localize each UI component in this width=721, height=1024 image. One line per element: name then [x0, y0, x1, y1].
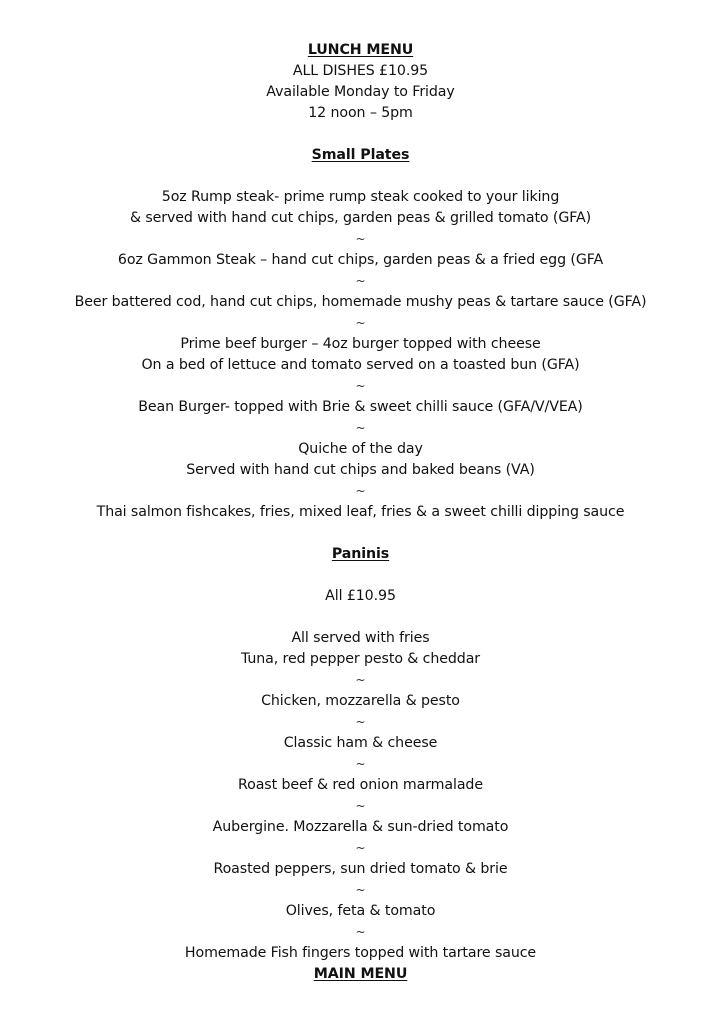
panini-item-4: Roast beef & red onion marmalade — [238, 777, 483, 793]
lunch-hours: 12 noon – 5pm — [308, 105, 413, 121]
lunch-menu-title: LUNCH MENU — [307, 42, 414, 58]
small-plates-heading: Small Plates — [311, 147, 410, 163]
small-plate-item-1-line-2: & served with hand cut chips, garden peas & grilled tomato (GFA) — [129, 210, 592, 226]
separator: ~ — [355, 274, 366, 288]
small-plate-item-3: Beer battered cod, hand cut chips, homemade mushy peas & tartare sauce (GFA) — [74, 294, 647, 310]
separator: ~ — [355, 316, 366, 330]
small-plate-item-6-line-2: Served with hand cut chips and baked beans (VA) — [186, 462, 535, 478]
separator: ~ — [355, 841, 366, 855]
paninis-price: All £10.95 — [325, 588, 396, 604]
paninis-note: All served with fries — [291, 630, 430, 646]
small-plate-item-4-line-1: Prime beef burger – 4oz burger topped with cheese — [180, 336, 541, 352]
separator: ~ — [355, 715, 366, 729]
panini-item-5: Aubergine. Mozzarella & sun-dried tomato — [212, 819, 509, 835]
small-plate-item-7: Thai salmon fishcakes, fries, mixed leaf, fries & a sweet chilli dipping sauce — [96, 504, 625, 520]
small-plate-item-4-line-2: On a bed of lettuce and tomato served on a toasted bun (GFA) — [141, 357, 580, 373]
panini-item-8: Homemade Fish fingers topped with tartare sauce — [184, 945, 537, 961]
lunch-availability: Available Monday to Friday — [266, 84, 455, 100]
lunch-price: ALL DISHES £10.95 — [292, 63, 429, 79]
paninis-heading: Paninis — [331, 546, 390, 562]
separator: ~ — [355, 232, 366, 246]
panini-item-1: Tuna, red pepper pesto & cheddar — [240, 651, 481, 667]
small-plate-item-6-line-1: Quiche of the day — [298, 441, 423, 457]
separator: ~ — [355, 673, 366, 687]
panini-item-7: Olives, feta & tomato — [285, 903, 436, 919]
panini-item-6: Roasted peppers, sun dried tomato & brie — [213, 861, 508, 877]
small-plate-item-5: Bean Burger- topped with Brie & sweet chilli sauce (GFA/V/VEA) — [138, 399, 583, 415]
separator: ~ — [355, 757, 366, 771]
panini-item-2: Chicken, mozzarella & pesto — [261, 693, 460, 709]
separator: ~ — [355, 925, 366, 939]
separator: ~ — [355, 484, 366, 498]
small-plate-item-2: 6oz Gammon Steak – hand cut chips, garden peas & a fried egg (GFA — [117, 252, 604, 268]
small-plate-item-1-line-1: 5oz Rump steak- prime rump steak cooked to your liking — [161, 189, 560, 205]
panini-item-3: Classic ham & cheese — [283, 735, 438, 751]
separator: ~ — [355, 883, 366, 897]
separator: ~ — [355, 379, 366, 393]
main-menu-heading: MAIN MENU — [313, 966, 408, 982]
separator: ~ — [355, 421, 366, 435]
separator: ~ — [355, 799, 366, 813]
